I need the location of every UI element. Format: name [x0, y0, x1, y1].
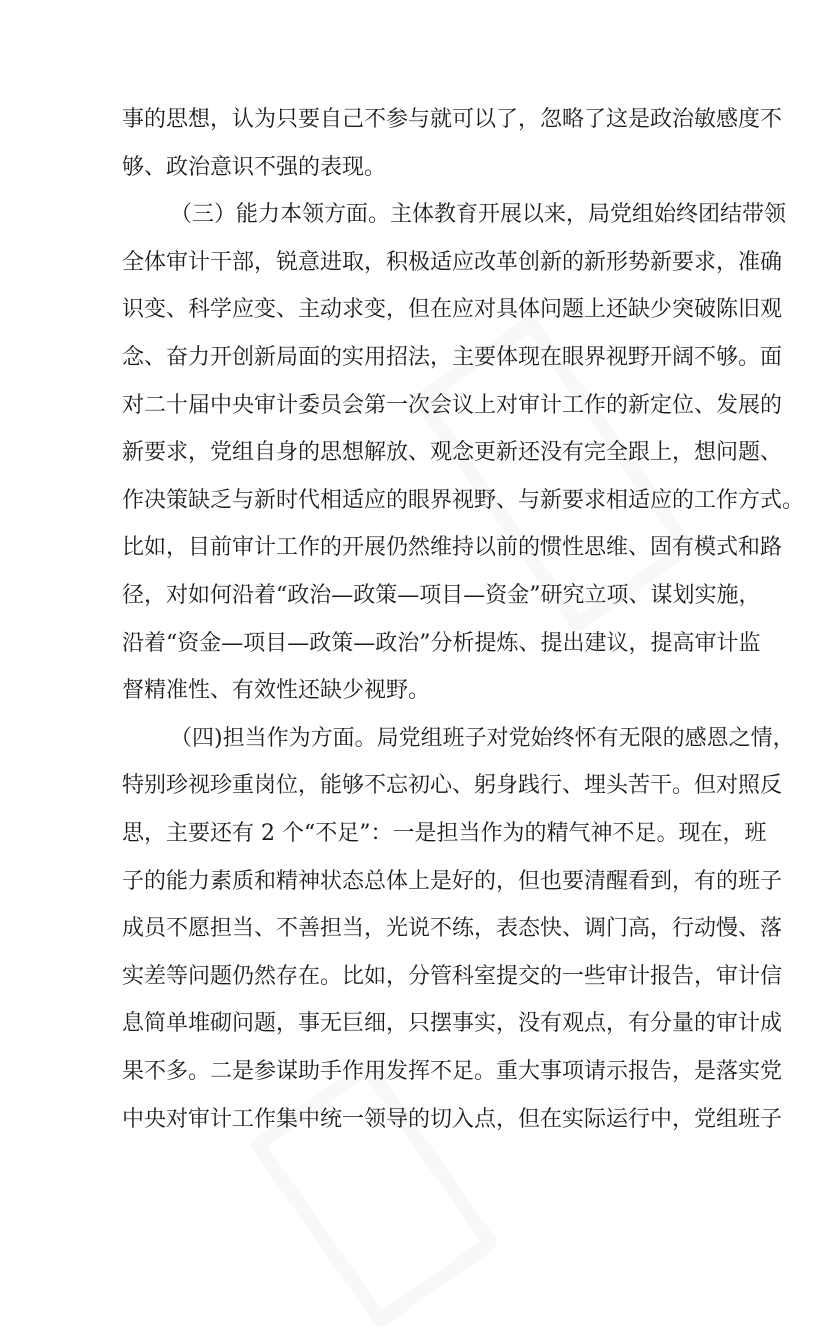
text-line: 全体审计干部，锐意进取，积极适应改革创新的新形势新要求，准确 — [122, 249, 783, 275]
text-line: 比如，目前审计工作的开展仍然维持以前的惯性思维、固有模式和路 — [122, 535, 783, 561]
text-line: 子的能力素质和精神状态总体上是好的，但也要清醒看到，有的班子 — [122, 868, 783, 894]
text-line: 对二十届中央审计委员会第一次会议上对审计工作的新定位、发展的 — [122, 392, 783, 418]
text-line: 督精准性、有效性还缺少视野。 — [122, 678, 431, 704]
text-line: 特别珍视珍重岗位，能够不忘初心、躬身践行、埋头苦干。但对照反 — [122, 773, 783, 799]
text-line: 果不多。二是参谋助手作用发挥不足。重大事项请示报告，是落实党 — [122, 1059, 783, 1084]
text-line: 新要求，党组自身的思想解放、观念更新还没有完全跟上，想问题、 — [122, 440, 783, 466]
text-line: 思，主要还有 2 个“不足”：一是担当作为的精气神不足。现在，班 — [122, 821, 767, 846]
text-line: 作决策缺乏与新时代相适应的眼界视野、与新要求相适应的工作方式。 — [122, 487, 805, 513]
text-line: 沿着“资金—项目—政策—政治”分析提炼、提出建议，提高审计监 — [122, 630, 761, 656]
watermark — [248, 1058, 500, 1330]
text-line: （四)担当作为方面。局党组班子对党始终怀有无限的感恩之情， — [170, 725, 795, 751]
text-line: 事的思想，认为只要自己不参与就可以了，忽略了这是政治敏感度不 — [122, 107, 783, 132]
text-line: 径，对如何沿着“政治—政策—项目—资金”研究立项、谋划实施， — [122, 583, 761, 608]
text-line: 识变、科学应变、主动求变，但在应对具体问题上还缺少突破陈旧观 — [122, 297, 783, 323]
text-line: 中央对审计工作集中统一领导的切入点，但在实际运行中，党组班子 — [122, 1106, 783, 1132]
text-line: 实差等问题仍然存在。比如，分管科室提交的一些审计报告，审计信 — [122, 963, 783, 989]
text-line: （三）能力本领方面。主体教育开展以来，局党组始终团结带领 — [170, 202, 787, 228]
text-line: 成员不愿担当、不善担当，光说不练，表态快、调门高，行动慢、落 — [122, 916, 783, 942]
text-line: 息简单堆砌问题，事无巨细，只摆事实，没有观点，有分量的审计成 — [122, 1011, 783, 1037]
text-line: 念、奋力开创新局面的实用招法，主要体现在眼界视野开阔不够。面 — [122, 345, 783, 370]
text-line: 够、政治意识不强的表现。 — [122, 154, 387, 180]
